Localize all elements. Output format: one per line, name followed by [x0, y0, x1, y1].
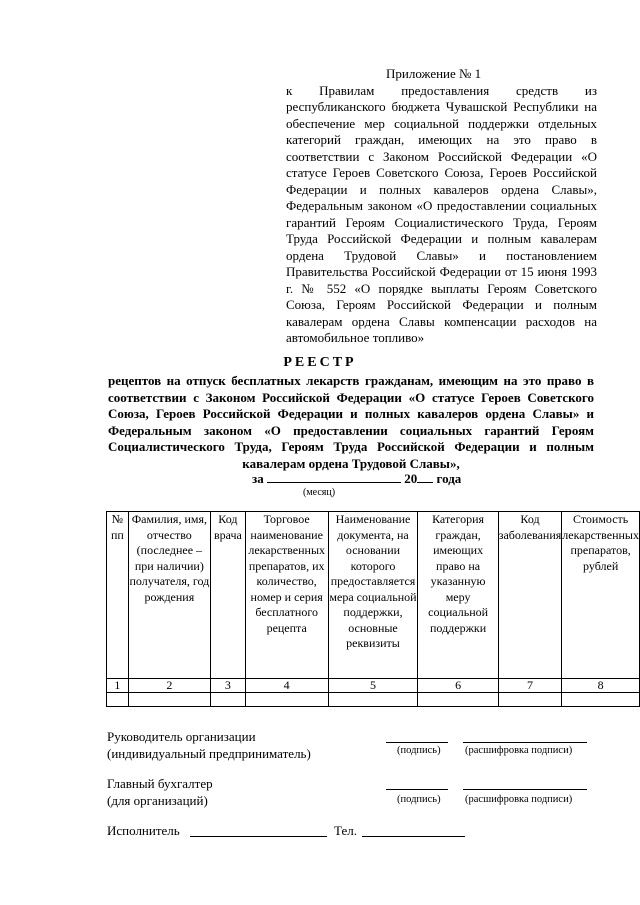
period-suffix: года	[436, 471, 462, 486]
month-blank	[267, 470, 401, 483]
accountant-signature-line[interactable]	[386, 789, 448, 790]
header-cell: Категория граждан, имеющих право на указанную меру социальной поддержки	[418, 512, 498, 679]
head-decoding-caption: (расшифровка подписи)	[465, 745, 573, 756]
header-cell: Фамилия, имя, отчество (последнее – при наличии) получателя, год рождения	[128, 512, 210, 679]
header-cell: Код заболевания	[498, 512, 562, 679]
table-cell[interactable]	[328, 693, 418, 707]
table-cell[interactable]	[128, 693, 210, 707]
executor-label: Исполнитель	[107, 823, 180, 838]
head-label-line1: Руководитель организации	[107, 729, 256, 744]
period-year: 20	[404, 471, 418, 486]
table-cell[interactable]	[562, 693, 640, 707]
appendix-title: Приложение № 1	[386, 66, 482, 81]
appendix-block	[286, 66, 597, 347]
header-cell: Торговое наименование лекарственных препаратов, их количество, номер и серия бесплатного рецепта	[245, 512, 328, 679]
column-number: 7	[498, 679, 562, 693]
accountant-signature-caption: (подпись)	[397, 794, 441, 805]
period-line	[252, 470, 461, 487]
head-decoding-line[interactable]	[463, 742, 587, 743]
period-prefix: за	[252, 471, 264, 486]
column-number: 6	[418, 679, 498, 693]
header-cell: Стоимость лекарственных препаратов, рублей	[562, 512, 640, 679]
accountant-label-line2: (для организаций)	[107, 793, 208, 808]
header-cell: Наименование документа, на основании которого предоставляется мера социальной поддержки, основные реквизиты	[328, 512, 418, 679]
table-header-row	[107, 512, 640, 679]
header-cell: Код врача	[210, 512, 245, 679]
column-number: 5	[328, 679, 418, 693]
head-signature-caption: (подпись)	[397, 745, 441, 756]
phone-line[interactable]	[362, 836, 465, 837]
column-number: 3	[210, 679, 245, 693]
accountant-decoding-caption: (расшифровка подписи)	[465, 794, 573, 805]
table-cell[interactable]	[245, 693, 328, 707]
year-blank	[417, 470, 433, 483]
header-cell: № пп	[107, 512, 129, 679]
head-signature-label	[107, 728, 311, 762]
month-caption: (месяц)	[303, 487, 336, 498]
column-number: 8	[562, 679, 640, 693]
column-number: 1	[107, 679, 129, 693]
table-cell[interactable]	[210, 693, 245, 707]
table-row	[107, 693, 640, 707]
executor-line[interactable]	[190, 836, 327, 837]
head-signature-line[interactable]	[386, 742, 448, 743]
appendix-text: к Правилам предоставления средств из республиканского бюджета Чувашской Республики на обеспечение мер социальной поддержки отдельных категорий граждан, имеющих на это право в соответствии с Законом Российской Федерации «О статусе Героев Советского Союза, Героев Российской Федерации и полных кавалеров ордена Славы», Федеральным законом «О предоставлении социальных гарантий Героям Социалистического Труда, Героям Труда Российской Федерации и полным кавалерам ордена Трудовой Славы» и постановлением Правительства Российской Федерации от 15 июня 1993 г. № 552 «О порядке выплаты Героям Советского Союза, Героям Российской Федерации и полным кавалерам ордена Славы компенсации расходов на автомобильное топливо»	[286, 82, 597, 345]
column-number: 2	[128, 679, 210, 693]
register-description: рецептов на отпуск бесплатных лекарств гражданам, имеющим на это право в соответствии с Законом Российской Федерации «О статусе Героев Советского Союза, Героев Российской Федерации и полных кавалеров ордена Славы» и Федеральным законом «О предоставлении социальных гарантий Героям Социалистического Труда, Героям Труда Российской Федерации и полным кавалерам ордена Трудовой Славы»,	[108, 373, 594, 471]
table-number-row	[107, 679, 640, 693]
head-label-line2: (индивидуальный предприниматель)	[107, 746, 311, 761]
table-cell[interactable]	[107, 693, 129, 707]
phone-label: Тел.	[334, 823, 357, 838]
column-number: 4	[245, 679, 328, 693]
accountant-signature-label	[107, 775, 213, 809]
accountant-label-line1: Главный бухгалтер	[107, 776, 213, 791]
register-title: РЕЕСТР	[283, 355, 357, 370]
table-cell[interactable]	[498, 693, 562, 707]
register-table	[106, 511, 640, 707]
accountant-decoding-line[interactable]	[463, 789, 587, 790]
table-cell[interactable]	[418, 693, 498, 707]
